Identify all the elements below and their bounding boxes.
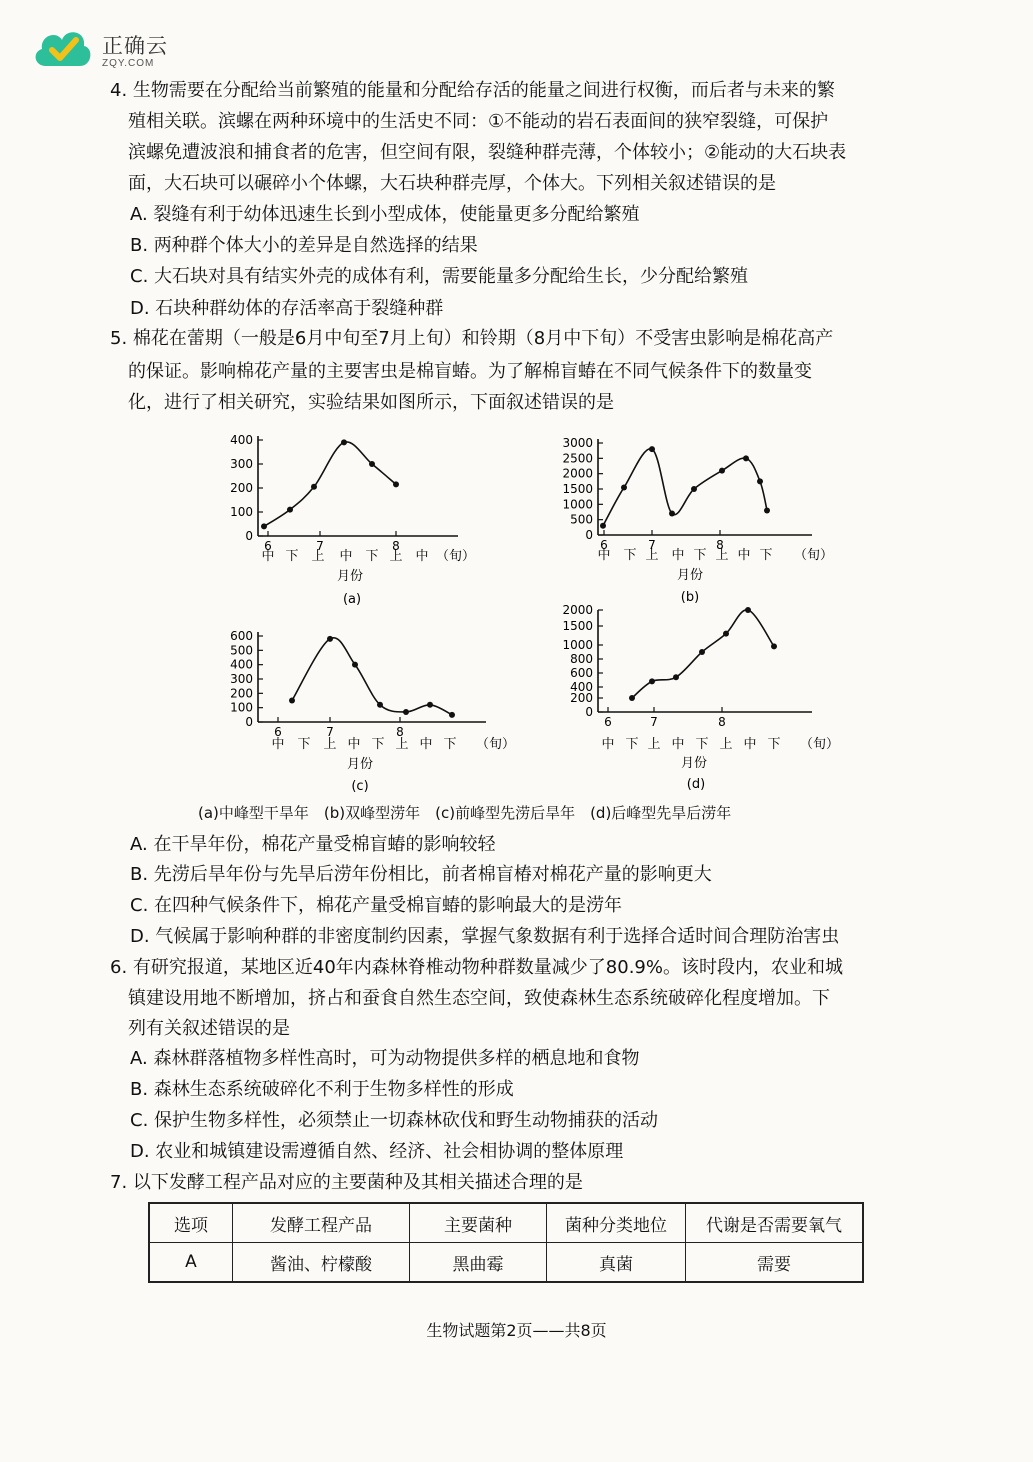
q6-stem-line: 镇建设用地不断增加，挤占和蚕食自然生态空间，致使森林生态系统破碎化程度增加。下 [128, 988, 830, 1009]
data-point [369, 461, 375, 467]
q6-option-a: A. 森林群落植物多样性高时，可为动物提供多样的栖息地和食物 [130, 1048, 640, 1069]
data-point [311, 484, 317, 490]
x-tick-label: 上 [715, 548, 729, 563]
x-tick-label: 下 [371, 737, 385, 752]
q4-stem-line: 滨螺免遭波浪和捕食者的危害，但空间有限，裂缝种群壳薄，个体较小；②能动的大石块表 [128, 142, 847, 163]
month-label: 8 [718, 715, 726, 729]
panel-label: (d) [686, 777, 706, 792]
x-tick-label: 下 [623, 548, 637, 563]
x-tick-label: 中 [671, 548, 685, 563]
table-cell: 需要 [686, 1243, 864, 1283]
data-point [393, 481, 399, 487]
data-point [427, 702, 433, 708]
q5-stem-line: 5. 棉花在蕾期（一般是6月中旬至7月上旬）和铃期（8月中下旬）不受害虫影响是棉花高产 [110, 328, 834, 349]
data-point [771, 643, 777, 649]
q4-option-c: C. 大石块对具有结实外壳的成体有利，需要能量多分配给生长，少分配给繁殖 [130, 266, 749, 287]
data-point [723, 631, 729, 637]
q5-option-a: A. 在干旱年份，棉花产量受棉盲蝽的影响较轻 [130, 834, 496, 855]
x-unit-label: （旬） [800, 737, 840, 752]
data-point [449, 712, 455, 718]
x-tick-label: 上 [719, 737, 733, 752]
data-point [669, 511, 675, 517]
table-cell: A [149, 1243, 233, 1283]
data-point [691, 486, 697, 492]
data-point [261, 523, 267, 529]
series-line [264, 442, 396, 527]
x-tick-label: 下 [695, 737, 709, 752]
data-point [600, 523, 606, 529]
x-tick-label: 下 [365, 549, 379, 564]
chart-d-svg [530, 600, 840, 800]
table-header-cell: 发酵工程产品 [233, 1203, 410, 1243]
data-point [287, 507, 293, 513]
data-point [764, 507, 770, 513]
chart-b-svg [530, 425, 834, 615]
month-label: 6 [274, 725, 282, 739]
q5-stem-line: 化，进行了相关研究，实验结果如图所示，下面叙述错误的是 [128, 392, 614, 413]
x-unit-label: （旬） [476, 737, 516, 752]
data-point [352, 662, 358, 668]
panel-label: (b) [680, 590, 700, 605]
q6-option-d: D. 农业和城镇建设需遵循自然、经济、社会相协调的整体原理 [130, 1141, 624, 1162]
x-tick-label: 中 [271, 737, 285, 752]
y-tick-label: 300 [230, 457, 253, 471]
data-point [757, 478, 763, 484]
month-label: 8 [716, 538, 724, 552]
y-tick-label: 400 [230, 657, 253, 672]
month-label: 7 [316, 539, 324, 553]
x-tick-label: 中 [339, 549, 353, 564]
x-tick-label: 下 [767, 737, 781, 752]
data-point [719, 468, 725, 474]
x-tick-label: 上 [645, 548, 659, 563]
q4-stem-line: 4. 生物需要在分配给当前繁殖的能量和分配给存活的能量之间进行权衡，而后者与未来的繁 [110, 80, 835, 101]
month-label: 8 [392, 539, 400, 553]
y-tick-label: 500 [570, 512, 593, 527]
data-point [699, 649, 705, 655]
q6-stem-line: 列有关叙述错误的是 [128, 1018, 290, 1039]
y-tick-label: 2000 [562, 466, 593, 481]
brand-logo [32, 22, 192, 72]
x-tick-label: 中 [597, 548, 611, 563]
month-label: 6 [604, 715, 612, 729]
q7-stem: 7. 以下发酵工程产品对应的主要菌种及其相关描述合理的是 [110, 1172, 583, 1193]
y-tick-label: 3000 [562, 436, 593, 450]
q4-option-a: A. 裂缝有利于幼体迅速生长到小型成体，使能量更多分配给繁殖 [130, 204, 640, 225]
x-tick-label: 下 [693, 548, 707, 563]
q4-stem-line: 面，大石块可以碾碎小个体螺，大石块种群壳厚，个体大。下列相关叙述错误的是 [128, 173, 776, 194]
data-point [629, 695, 635, 701]
q4-option-b: B. 两种群个体大小的差异是自然选择的结果 [130, 235, 478, 256]
y-tick-label: 100 [230, 700, 253, 715]
x-tick-label: 中 [261, 549, 275, 564]
x-tick-label: 下 [297, 737, 311, 752]
y-tick-label: 400 [230, 433, 253, 447]
data-point [745, 607, 751, 613]
y-tick-label: 400 [570, 680, 593, 694]
table-cell: 真菌 [547, 1243, 686, 1283]
month-label: 8 [396, 725, 404, 739]
month-label: 7 [326, 725, 334, 739]
q6-option-c: C. 保护生物多样性，必须禁止一切森林砍伐和野生动物捕获的活动 [130, 1110, 659, 1131]
q4-stem-line: 殖相关联。滨螺在两种环境中的生活史不同：①不能动的岩石表面间的狭窄裂缝，可保护 [128, 111, 829, 132]
q5-option-c: C. 在四种气候条件下，棉花产量受棉盲蝽的影响最大的是涝年 [130, 895, 623, 916]
y-tick-label: 800 [570, 652, 593, 666]
data-point [289, 698, 295, 704]
x-tick-label: 上 [311, 549, 325, 564]
q7-table [148, 1202, 864, 1283]
chart-c [200, 622, 516, 806]
table-cell: 酱油、柠檬酸 [233, 1243, 410, 1283]
table-header-cell: 主要菌种 [410, 1203, 547, 1243]
chart-b [530, 425, 834, 619]
y-tick-label: 100 [230, 505, 253, 519]
q6-stem-line: 6. 有研究报道，某地区近40年内森林脊椎动物种群数量减少了80.9%。该时段内，农业和城 [110, 957, 843, 978]
month-label: 7 [650, 715, 658, 729]
x-tick-label: 下 [285, 549, 299, 564]
x-tick-label: 下 [625, 737, 639, 752]
table-cell: 黑曲霉 [410, 1243, 547, 1283]
y-tick-label: 0 [585, 528, 593, 542]
panel-label: (c) [351, 779, 369, 794]
data-point [649, 446, 655, 452]
data-point [743, 455, 749, 461]
y-tick-label: 1500 [562, 482, 593, 496]
data-point [377, 702, 383, 708]
page-footer: 生物试题第2页——共8页 [426, 1321, 607, 1340]
y-tick-label: 0 [585, 705, 593, 719]
cloud-check-icon [32, 22, 94, 70]
x-axis-title: 月份 [680, 756, 708, 771]
data-point [649, 678, 655, 684]
y-tick-label: 0 [245, 529, 253, 543]
y-tick-label: 200 [230, 481, 253, 495]
chart-a-svg [200, 425, 500, 615]
y-tick-label: 200 [570, 691, 593, 705]
table-header-row [149, 1203, 863, 1243]
data-point [621, 484, 627, 490]
chart-d [530, 600, 840, 804]
table-header-cell: 选项 [149, 1203, 233, 1243]
month-label: 7 [648, 538, 656, 552]
y-tick-label: 0 [245, 715, 253, 729]
brand-name: 正确云 [102, 34, 168, 58]
y-tick-label: 600 [230, 629, 253, 643]
chart-c-svg [200, 622, 516, 802]
x-axis-title: 月份 [346, 757, 374, 772]
y-tick-label: 200 [230, 686, 253, 701]
brand-domain: ZQY.COM [102, 58, 155, 69]
x-tick-label: 中 [415, 549, 429, 564]
y-tick-label: 500 [230, 643, 253, 658]
q5-stem-line: 的保证。影响棉花产量的主要害虫是棉盲蝽。为了解棉盲蝽在不同气候条件下的数量变 [128, 361, 812, 382]
q4-option-d: D. 石块种群幼体的存活率高于裂缝种群 [130, 298, 444, 319]
table-header-cell: 菌种分类地位 [547, 1203, 686, 1243]
y-tick-label: 2000 [562, 603, 593, 617]
q6-option-b: B. 森林生态系统破碎化不利于生物多样性的形成 [130, 1079, 514, 1100]
table-row [149, 1243, 863, 1283]
q5-option-d: D. 气候属于影响种群的非密度制约因素，掌握气象数据有利于选择合适时间合理防治害虫 [130, 926, 840, 947]
x-unit-label: （旬） [436, 549, 476, 564]
x-tick-label: 中 [347, 737, 361, 752]
y-tick-label: 600 [570, 666, 593, 680]
x-tick-label: 上 [389, 549, 403, 564]
chart-caption: (a)中峰型干旱年 (b)双峰型涝年 (c)前峰型先涝后旱年 (d)后峰型先旱后涝年 [198, 804, 732, 822]
table-header-cell: 代谢是否需要氧气 [686, 1203, 864, 1243]
x-tick-label: 中 [671, 737, 685, 752]
data-point [403, 709, 409, 715]
x-axis-title: 月份 [676, 568, 704, 583]
x-tick-label: 上 [647, 737, 661, 752]
data-point [673, 674, 679, 680]
month-label: 6 [264, 539, 272, 553]
x-tick-label: 中 [601, 737, 615, 752]
chart-a [200, 425, 500, 619]
y-tick-label: 2500 [562, 451, 593, 466]
y-tick-label: 300 [230, 672, 253, 686]
series-line [603, 449, 767, 526]
x-unit-label: （旬） [794, 548, 834, 563]
y-tick-label: 1000 [562, 497, 593, 512]
x-tick-label: 下 [759, 548, 773, 563]
x-tick-label: 中 [743, 737, 757, 752]
panel-label: (a) [342, 592, 362, 607]
x-axis-title: 月份 [336, 569, 364, 584]
x-tick-label: 上 [395, 737, 409, 752]
month-label: 6 [600, 538, 608, 552]
x-tick-label: 中 [737, 548, 751, 563]
q5-option-b: B. 先涝后旱年份与先旱后涝年份相比，前者棉盲椿对棉花产量的影响更大 [130, 864, 712, 885]
x-tick-label: 下 [443, 737, 457, 752]
y-tick-label: 1500 [562, 619, 593, 633]
data-point [327, 636, 333, 642]
y-tick-label: 1000 [562, 638, 593, 652]
x-tick-label: 上 [323, 737, 337, 752]
x-tick-label: 中 [419, 737, 433, 752]
data-point [341, 439, 347, 445]
